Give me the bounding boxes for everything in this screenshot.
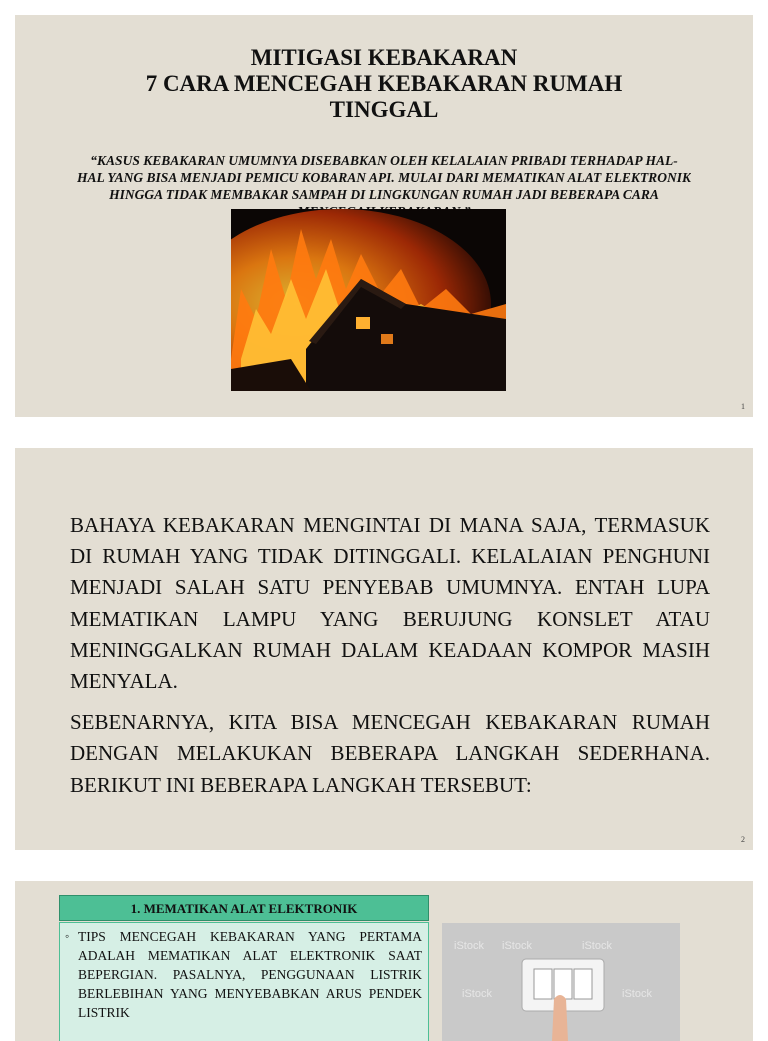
page-number: 2 xyxy=(741,835,745,844)
title-line-1: MITIGASI KEBAKARAN xyxy=(250,45,518,70)
watermark-text: iStock xyxy=(462,988,492,1000)
tip-text: TIPS MENCEGAH KEBAKARAN YANG PERTAMA ADALAH MEMATIKAN ALAT ELEKTRONIK SAAT BEPERGIAN. PASALNYA, PENGGUNAAN LISTRIK BERLEBIHAN YANG MENYEBABKAN ARUS PENDEK LISTRIK xyxy=(78,929,422,1020)
slide-title xyxy=(15,45,753,123)
bullet-icon: ◦ xyxy=(65,929,70,943)
section-header: 1. MEMATIKAN ALAT ELEKTRONIK xyxy=(59,895,429,921)
tips-box xyxy=(59,922,429,1041)
watermark-text: iStock xyxy=(582,940,612,952)
title-line-3: TINGGAL xyxy=(329,97,439,122)
slide-body xyxy=(70,510,710,811)
slide-2 xyxy=(15,448,753,850)
watermark-text: iStock xyxy=(454,940,484,952)
title-line-2: 7 CARA MENCEGAH KEBAKARAN RUMAH xyxy=(145,71,623,96)
paragraph-1: BAHAYA KEBAKARAN MENGINTAI DI MANA SAJA, TERMASUK DI RUMAH YANG TIDAK DITINGGALI. KELALAIAN PENGHUNI MENJADI SALAH SATU PENYEBAB UMUMNYA. ENTAH LUPA MEMATIKAN LAMPU YANG BERUJUNG KONSLET ATAU MENINGGALKAN RUMAH DALAM KEADAAN KOMPOR MASIH MENYALA. xyxy=(70,513,710,694)
slide-1 xyxy=(15,15,753,417)
watermark-text: iStock xyxy=(622,988,652,1000)
watermark-text: iStock xyxy=(502,940,532,952)
slide-3 xyxy=(15,881,753,1041)
burning-house-photo xyxy=(231,209,506,391)
page-number: 1 xyxy=(741,402,745,411)
light-switch-photo xyxy=(442,923,680,1041)
intro-quote: “KASUS KEBAKARAN UMUMNYA DISEBABKAN OLEH KELALAIAN PRIBADI TERHADAP HAL-HAL YANG BISA MENJADI PEMICU KOBARAN API. MULAI DARI MEMATIKAN ALAT ELEKTRONIK HINGGA TIDAK MEMBAKAR SAMPAH DI LINGKUNGAN RUMAH JADI BEBERAPA CARA xyxy=(77,153,691,202)
paragraph-2: SEBENARNYA, KITA BISA MENCEGAH KEBAKARAN RUMAH DENGAN MELAKUKAN BEBERAPA LANGKAH SEDERHANA. BERIKUT INI BEBERAPA LANGKAH TERSEBUT: xyxy=(70,710,710,797)
